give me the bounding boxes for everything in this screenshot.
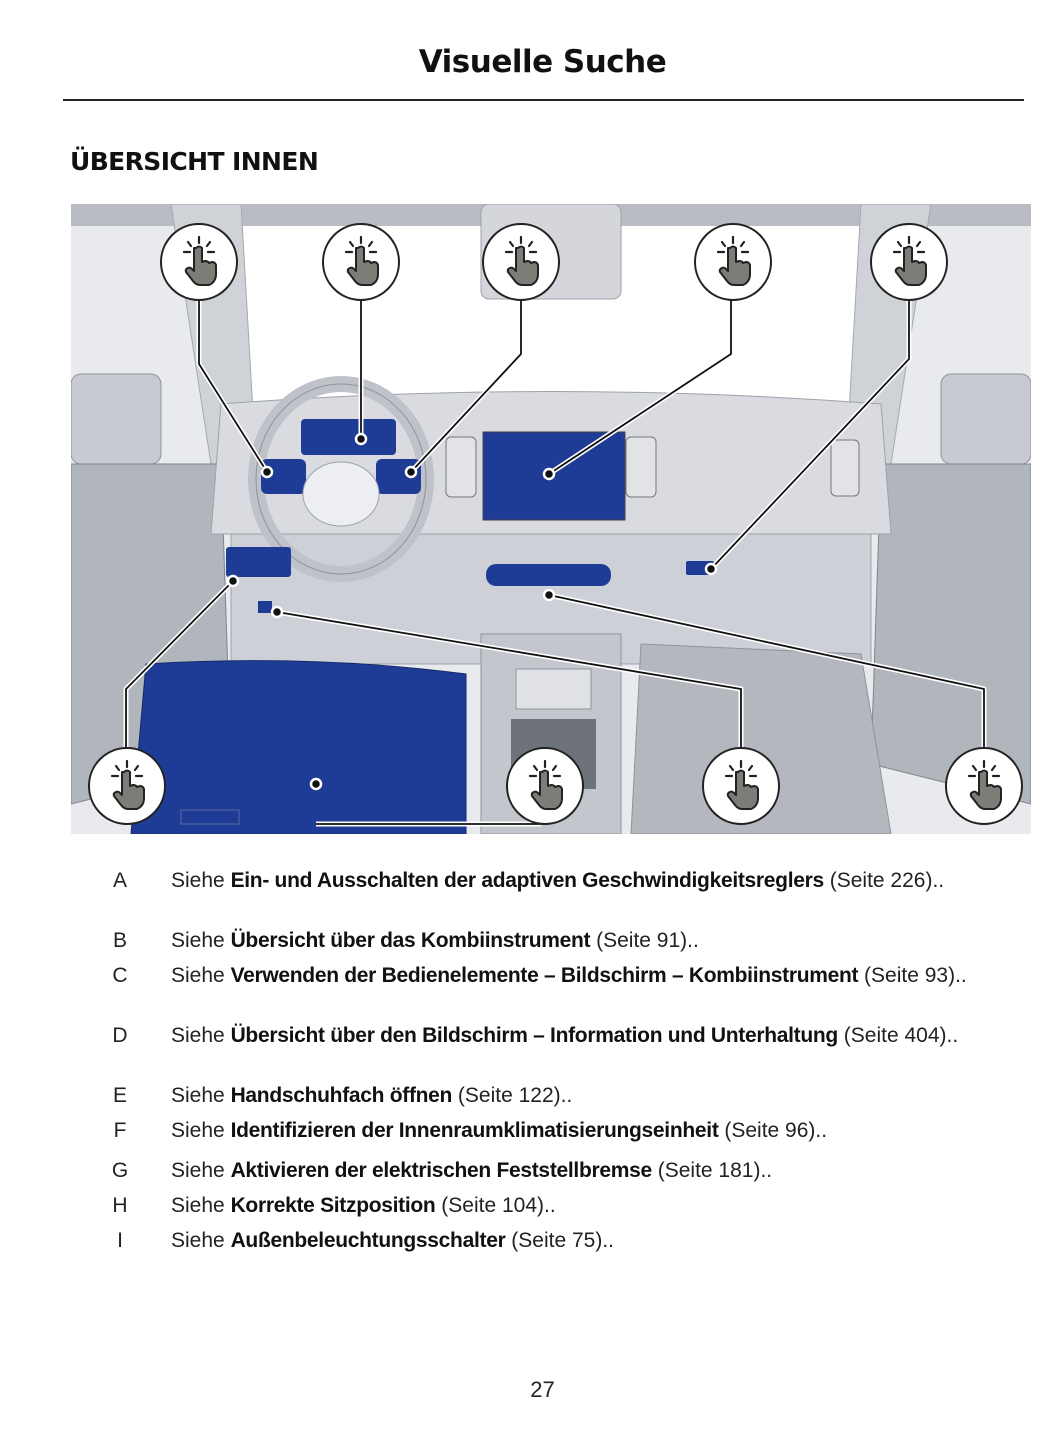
- cross-reference-link[interactable]: Korrekte Sitzposition: [230, 1194, 436, 1217]
- legend-prefix: Siehe: [171, 1084, 225, 1107]
- page-title: Visuelle Suche: [418, 44, 667, 80]
- cross-reference-link[interactable]: Übersicht über den Bildschirm – Information und Unterhaltung: [230, 1024, 838, 1047]
- legend-letter: D: [112, 1024, 128, 1047]
- legend-letter: F: [113, 1119, 127, 1142]
- page-reference: (Seite 122)..: [457, 1084, 573, 1107]
- title-divider: [63, 99, 1024, 101]
- legend-prefix: Siehe: [171, 1024, 225, 1047]
- legend-letter: I: [117, 1229, 123, 1252]
- cross-reference-link[interactable]: Handschuhfach öffnen: [230, 1084, 453, 1107]
- legend-letter: G: [111, 1159, 129, 1182]
- legend-letter: E: [112, 1084, 127, 1107]
- legend-letter: B: [112, 929, 127, 952]
- page-reference: (Seite 91)..: [596, 929, 699, 952]
- cross-reference-link[interactable]: Ein- und Ausschalten der adaptiven Geschwindigkeitsreglers: [230, 869, 824, 892]
- page-reference: (Seite 93)..: [864, 964, 967, 987]
- interior-overview-figure: [71, 204, 1031, 834]
- cross-reference-link[interactable]: Übersicht über das Kombiinstrument: [230, 929, 591, 952]
- legend-prefix: Siehe: [171, 1119, 225, 1142]
- legend-prefix: Siehe: [171, 1229, 225, 1252]
- page-reference: (Seite 181)..: [657, 1159, 773, 1182]
- cross-reference-link[interactable]: Identifizieren der Innenraumklimatisierungseinheit: [230, 1119, 719, 1142]
- legend-prefix: Siehe: [171, 1159, 225, 1182]
- section-heading: ÜBERSICHT INNEN: [70, 147, 319, 176]
- page-reference: (Seite 404)..: [843, 1024, 959, 1047]
- legend-letter: C: [112, 964, 128, 987]
- cross-reference-link[interactable]: Aktivieren der elektrischen Feststellbremse: [230, 1159, 652, 1182]
- legend-prefix: Siehe: [171, 1194, 225, 1217]
- legend-letter: A: [112, 869, 127, 892]
- page-reference: (Seite 104)..: [441, 1194, 556, 1217]
- page-reference: (Seite 226)..: [829, 869, 945, 892]
- page-reference: (Seite 75)..: [511, 1229, 615, 1252]
- cross-reference-link[interactable]: Verwenden der Bedienelemente – Bildschirm – Kombiinstrument: [230, 964, 859, 987]
- legend-prefix: Siehe: [171, 869, 225, 892]
- cross-reference-link[interactable]: Außenbeleuchtungsschalter: [230, 1229, 506, 1252]
- page-number: 27: [530, 1377, 555, 1402]
- page-reference: (Seite 96)..: [724, 1119, 828, 1142]
- legend-prefix: Siehe: [171, 929, 225, 952]
- legend-letter: H: [112, 1194, 128, 1217]
- legend-prefix: Siehe: [171, 964, 225, 987]
